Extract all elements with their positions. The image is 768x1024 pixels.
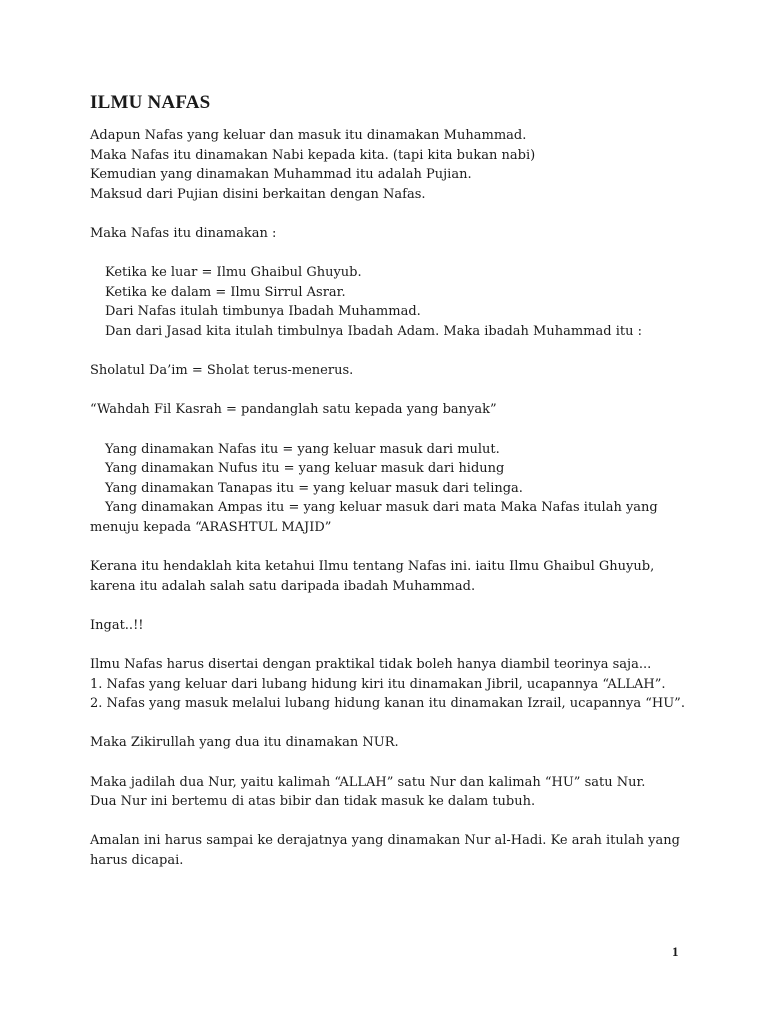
text-line: Maka Nafas itu dinamakan Nabi kepada kita. (tapi kita bukan nabi) [90,147,536,163]
text-line: Maka Zikirullah yang dua itu dinamakan NUR. [90,735,399,751]
document-page [90,92,690,890]
text-line: Yang dinamakan Nafas itu = yang keluar masuk dari mulut. [105,441,500,457]
text-line: Ingat..!! [90,617,144,633]
text-line: Amalan ini harus sampai ke derajatnya yang dinamakan Nur al-Hadi. Ke arah itulah yang [90,833,680,849]
text-line: Sholatul Da’im = Sholat terus-menerus. [90,363,354,379]
paragraph [90,733,690,753]
text-line: 2. Nafas yang masuk melalui lubang hidung kanan itu dinamakan Izrail, ucapannya “HU”. [90,696,685,712]
text-line: Ketika ke luar = Ilmu Ghaibul Ghuyub. [105,265,362,281]
text-line: Dua Nur ini bertemu di atas bibir dan tidak masuk ke dalam tubuh. [90,794,536,810]
paragraph [90,773,690,812]
paragraph [90,224,690,244]
text-line: Kemudian yang dinamakan Muhammad itu adalah Pujian. [90,167,472,183]
text-line: Kerana itu hendaklah kita ketahui Ilmu tentang Nafas ini. iaitu Ilmu Ghaibul Ghuyub, [90,559,655,575]
paragraph [90,126,690,204]
text-line: “Wahdah Fil Kasrah = pandanglah satu kepada yang banyak” [90,402,497,418]
paragraph [90,263,690,341]
text-line: Yang dinamakan Ampas itu = yang keluar masuk dari mata Maka Nafas itulah yang [105,500,658,516]
document-body [90,126,690,871]
paragraph [90,831,690,870]
document-title: ILMU NAFAS [90,92,211,113]
text-line: Dari Nafas itulah timbunya Ibadah Muhammad. [105,304,421,320]
text-line: Yang dinamakan Nufus itu = yang keluar masuk dari hidung [105,461,505,477]
text-line: Ilmu Nafas harus disertai dengan praktikal tidak boleh hanya diambil teorinya saja... [90,657,652,673]
text-line: menuju kepada “ARASHTUL MAJID” [90,519,332,535]
page-number: 1 [672,944,679,959]
text-line: Maksud dari Pujian disini berkaitan dengan Nafas. [90,186,426,202]
text-line: Dan dari Jasad kita itulah timbulnya Ibadah Adam. Maka ibadah Muhammad itu : [105,323,642,339]
text-line: Yang dinamakan Tanapas itu = yang keluar masuk dari telinga. [105,480,523,496]
text-line: harus dicapai. [90,852,184,868]
paragraph [90,361,690,381]
paragraph [90,400,690,420]
paragraph [90,440,690,538]
text-line: Maka Nafas itu dinamakan : [90,225,277,241]
text-line: Maka jadilah dua Nur, yaitu kalimah “ALLAH” satu Nur dan kalimah “HU” satu Nur. [90,774,646,790]
paragraph [90,557,690,596]
text-line: 1. Nafas yang keluar dari lubang hidung kiri itu dinamakan Jibril, ucapannya “ALLAH”. [90,676,666,692]
text-line: Ketika ke dalam = Ilmu Sirrul Asrar. [105,284,346,300]
text-line: Adapun Nafas yang keluar dan masuk itu dinamakan Muhammad. [90,128,527,143]
text-line: karena itu adalah salah satu daripada ibadah Muhammad. [90,578,476,594]
paragraph [90,655,690,714]
paragraph [90,616,690,636]
